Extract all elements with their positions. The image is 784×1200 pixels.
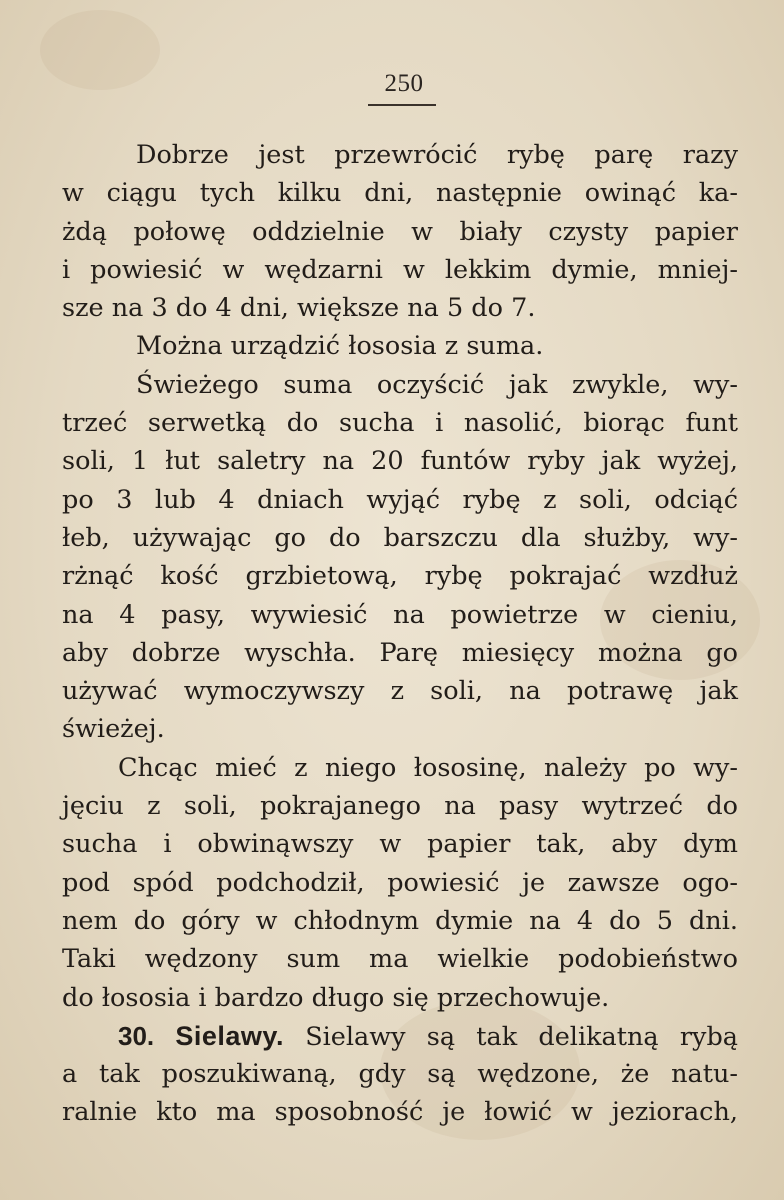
text-line: świeżej.: [62, 714, 165, 745]
section-number: 30.: [118, 1020, 155, 1051]
text-line: soli, 1 łut saletry na 20 funtów ryby jak wyżej,: [62, 446, 738, 477]
text-line: ralnie kto ma sposobność je łowić w jeziorach,: [62, 1097, 738, 1128]
text-line: Chcąc mieć z niego łososinę, należy po wy-: [118, 752, 738, 783]
text-line: pod spód podchodził, powiesić je zawsze ogo-: [62, 867, 738, 898]
text-line: łeb, używając go do barszczu dla służby, wy-: [62, 522, 738, 553]
text-line: Taki wędzony sum ma wielkie podobieństwo: [62, 944, 738, 975]
text-line: Dobrze jest przewrócić rybę parę razy: [136, 140, 738, 170]
text-line: Sielawy są tak delikatną rybą: [305, 1021, 738, 1052]
paper-stain: [40, 10, 160, 90]
text-line: na 4 pasy, wywiesić na powietrze w cieniu,: [62, 599, 738, 630]
page-number-underline: [368, 104, 436, 106]
text-line: używać wymoczywszy z soli, na potrawę jak: [62, 676, 738, 707]
text-line: żdą połowę oddzielnie w biały czysty papier: [62, 216, 738, 247]
page-number: 250: [384, 70, 424, 97]
text-line: aby dobrze wyschła. Parę miesięcy można go: [62, 637, 738, 668]
text-line: sze na 3 do 4 dni, większe na 5 do 7.: [62, 293, 536, 324]
text-line: sucha i obwinąwszy w papier tak, aby dym: [62, 829, 738, 860]
section-heading-line: [62, 1017, 738, 1055]
text-line: po 3 lub 4 dniach wyjąć rybę z soli, odciąć: [62, 484, 738, 515]
text-line: nem do góry w chłodnym dymie na 4 do 5 dni.: [62, 905, 738, 936]
text-line: w ciągu tych kilku dni, następnie owinąć ka-: [62, 178, 738, 209]
text-line: rżnąć kość grzbietową, rybę pokrajać wzdłuż: [62, 561, 738, 592]
text-line: trzeć serwetką do sucha i nasolić, biorąc funt: [62, 408, 738, 439]
text-line: a tak poszukiwaną, gdy są wędzone, że natu-: [62, 1059, 738, 1090]
text-line: do łososia i bardzo długo się przechowuje.: [62, 982, 610, 1013]
section-title: Sielawy.: [175, 1020, 284, 1051]
text-line: jęciu z soli, pokrajanego na pasy wytrzeć do: [62, 791, 738, 822]
body-text: [62, 136, 738, 1132]
text-line: Można urządzić łososia z suma.: [136, 331, 544, 362]
text-line: Świeżego suma oczyścić jak zwykle, wy-: [136, 369, 738, 400]
text-line: i powiesić w wędzarni w lekkim dymie, mniej-: [62, 254, 738, 285]
